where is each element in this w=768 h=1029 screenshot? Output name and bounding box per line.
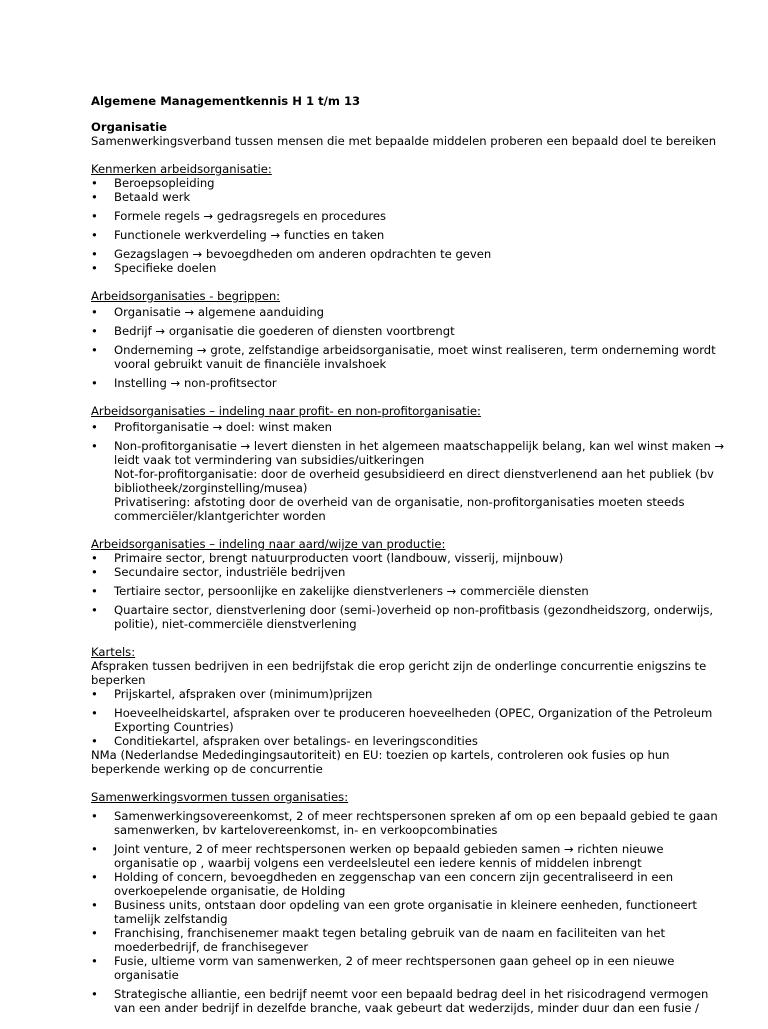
document-page (91, 94, 731, 1029)
list-item: • Betaald werk (91, 190, 191, 204)
section-samenwerking (91, 790, 731, 1015)
list-item: • Hoeveelheidskartel, afspraken over te produceren hoeveelheden (OPEC, Organization of the Petroleum Exporting Countries) (91, 706, 713, 734)
list-item: • Business units, ontstaan door opdeling van een grote organisatie in kleinere eenheden, functioneert tamelijk zelfstandig (91, 898, 697, 926)
list-item: • Primaire sector, brengt natuurproducten voort (landbouw, visserij, mijnbouw) (91, 551, 564, 565)
bullet-icon: • (91, 734, 98, 748)
bullet-icon: • (91, 584, 98, 598)
list-item: • Tertiaire sector, persoonlijke en zakelijke dienstverleners → commerciële diensten (91, 584, 589, 598)
section-profit (91, 404, 731, 523)
intro-text: Afspraken tussen bedrijven in een bedrijfstak die erop gericht zijn de onderlinge concurrentie enigszins te beperken (91, 659, 707, 687)
bullet-icon: • (91, 324, 98, 338)
list-item: • Beroepsopleiding (91, 176, 215, 190)
bullet-icon: • (91, 551, 98, 565)
bullet-list (91, 809, 731, 1015)
section-heading: Kartels: (91, 645, 136, 659)
bullet-icon: • (91, 603, 98, 617)
list-item: • Formele regels → gedragsregels en procedures (91, 209, 387, 223)
bullet-icon: • (91, 209, 98, 223)
note-text: NMa (Nederlandse Mededingingsautoriteit) en EU: toezien op kartels, controleren ook fusies op hun beperkende werking op de concurrentie (91, 748, 670, 776)
list-item: • Samenwerkingsovereenkomst, 2 of meer rechtspersonen spreken af om op een bepaald gebied te gaan samenwerken, bv kartelovereenkomst, in- en verkoopcombinaties (91, 809, 718, 837)
bullet-icon: • (91, 228, 98, 242)
section-organisatie (91, 120, 731, 148)
bullet-icon: • (91, 376, 98, 390)
bullet-icon: • (91, 565, 98, 579)
list-item: • Onderneming → grote, zelfstandige arbeidsorganisatie, moet winst realiseren, term onderneming wordt vooral gebruikt vanuit de financiële invalshoek (91, 343, 716, 371)
definition-text: Samenwerkingsverband tussen mensen die met bepaalde middelen proberen een bepaald doel te bereiken (91, 134, 717, 148)
bullet-icon: • (91, 439, 98, 453)
section-heading: Arbeidsorganisaties – indeling naar profit- en non-profitorganisatie: (91, 404, 481, 418)
list-item: • Prijskartel, afspraken over (minimum)prijzen (91, 687, 373, 701)
list-item: • Franchising, franchisenemer maakt tegen betaling gebruik van de naam en faciliteiten van het moederbedrijf, de franchisegever (91, 926, 666, 954)
list-item: • Strategische alliantie, een bedrijf neemt voor een bepaald bedrag deel in het risicodragend vermogen van een ander bedrijf in dezelfde branche, vaak gebeurt dat wederzijds, minder duur dan een fusie / (91, 987, 709, 1015)
bullet-icon: • (91, 176, 98, 190)
list-item: • Quartaire sector, dienstverlening door (semi-)overheid op non-profitbasis (gezondheidszorg, onderwijs, politie), niet-commerciële dienstverlening (91, 603, 714, 631)
bullet-list (91, 420, 731, 523)
section-heading: Samenwerkingsvormen tussen organisaties: (91, 790, 349, 804)
list-item: • Gezagslagen → bevoegdheden om anderen opdrachten te geven (91, 247, 492, 261)
bullet-icon: • (91, 706, 98, 720)
bullet-icon: • (91, 926, 98, 940)
section-kenmerken (91, 162, 731, 275)
list-item: • Organisatie → algemene aanduiding (91, 305, 325, 319)
bullet-icon: • (91, 842, 98, 856)
bullet-list (91, 176, 731, 275)
section-heading: Organisatie (91, 120, 168, 134)
section-kartels (91, 645, 731, 776)
list-item: • Functionele werkverdeling → functies en taken (91, 228, 385, 242)
section-heading: Kenmerken arbeidsorganisatie: (91, 162, 272, 176)
bullet-list (91, 551, 731, 631)
list-item: • Bedrijf → organisatie die goederen of diensten voortbrengt (91, 324, 455, 338)
bullet-icon: • (91, 898, 98, 912)
bullet-icon: • (91, 190, 98, 204)
bullet-icon: • (91, 870, 98, 884)
document-title: Algemene Managementkennis H 1 t/m 13 (91, 94, 361, 108)
list-item: • Non-profitorganisatie → levert diensten in het algemeen maatschappelijk belang, kan wel winst maken → leidt vaak tot vermindering van subsidies/uitkeringen Not-for-profitorganisatie: door de overheid gesubsidieerd en direct dienstverlenend aan het publiek (bv bibliotheek/zorginstelling/musea) Privatisering: afstoting door de overheid van de organisatie, non-profitorganisaties moeten steeds commerciëler/klantgerichter worden (91, 439, 725, 523)
list-item: • Profitorganisatie → doel: winst maken (91, 420, 332, 434)
bullet-icon: • (91, 987, 98, 1001)
list-item: • Conditiekartel, afspraken over betalings- en leveringscondities (91, 734, 478, 748)
bullet-list (91, 687, 731, 748)
list-item: • Secundaire sector, industriële bedrijven (91, 565, 346, 579)
section-productie (91, 537, 731, 631)
bullet-icon: • (91, 261, 98, 275)
bullet-icon: • (91, 809, 98, 823)
section-heading: Arbeidsorganisaties – indeling naar aard/wijze van productie: (91, 537, 446, 551)
bullet-icon: • (91, 954, 98, 968)
bullet-icon: • (91, 343, 98, 357)
bullet-icon: • (91, 305, 98, 319)
bullet-icon: • (91, 687, 98, 701)
list-item: • Instelling → non-profitsector (91, 376, 277, 390)
bullet-list (91, 305, 731, 390)
list-item: • Specifieke doelen (91, 261, 217, 275)
section-heading: Arbeidsorganisaties - begrippen: (91, 289, 281, 303)
list-item: • Joint venture, 2 of meer rechtspersonen werken op bepaald gebieden samen → richten nieuwe organisatie op , waarbij volgens een verdeelsleutel een iedere kennis of middelen inbrengt (91, 842, 664, 870)
list-item: • Holding of concern, bevoegdheden en zeggenschap van een concern zijn gecentraliseerd in een overkoepelende organisatie, de Holding (91, 870, 674, 898)
list-item: • Fusie, ultieme vorm van samenwerken, 2 of meer rechtspersonen gaan geheel op in een nieuwe organisatie (91, 954, 675, 982)
section-begrippen (91, 289, 731, 390)
bullet-icon: • (91, 247, 98, 261)
bullet-icon: • (91, 420, 98, 434)
